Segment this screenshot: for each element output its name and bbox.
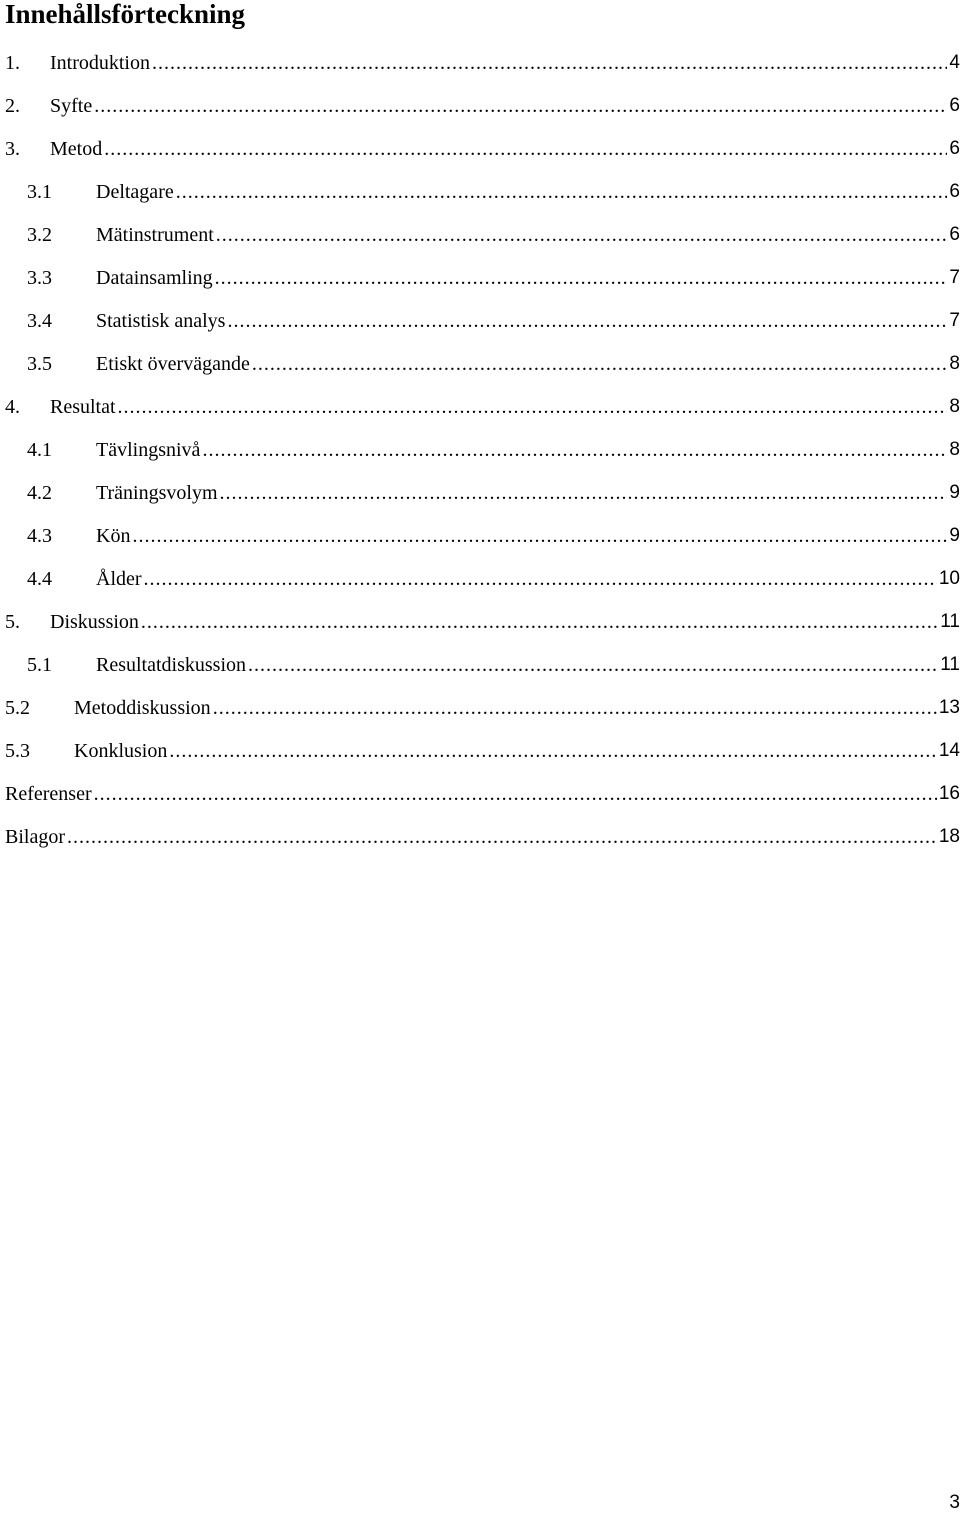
- toc-entry[interactable]: [5, 694, 960, 720]
- toc-entry[interactable]: [27, 479, 960, 505]
- toc-entry[interactable]: [5, 92, 960, 118]
- toc-leader-dots: [118, 395, 948, 419]
- toc-entry-page: 13: [938, 697, 960, 718]
- toc-entry-page: 6: [949, 138, 960, 159]
- toc-entry-number: 3.2: [27, 224, 52, 246]
- page-number: 3: [949, 1492, 960, 1513]
- toc-entry[interactable]: [27, 307, 960, 333]
- toc-entry-number: 3.1: [27, 181, 52, 203]
- toc-entry[interactable]: [5, 608, 960, 634]
- toc-entry-page: 11: [940, 611, 960, 632]
- toc-entry-number: 3.: [5, 138, 20, 160]
- toc-entry[interactable]: [5, 780, 960, 806]
- toc-leader-dots: [104, 137, 947, 161]
- toc-entry-label: Introduktion: [50, 52, 150, 74]
- toc-entry-label: Deltagare: [96, 181, 174, 203]
- toc-entry-page: 6: [949, 95, 960, 116]
- toc-entry-label: Syfte: [50, 95, 93, 117]
- toc-entry-number: 2.: [5, 95, 20, 117]
- toc-entry-number: 3.3: [27, 267, 52, 289]
- toc-entry-number: 4.3: [27, 525, 52, 547]
- toc-entry-page: 9: [949, 482, 960, 503]
- toc-leader-dots: [67, 825, 937, 849]
- toc-entry-number: 3.5: [27, 353, 52, 375]
- toc-entry-number: 5.1: [27, 654, 52, 676]
- toc-leader-dots: [252, 352, 948, 376]
- toc-heading: Innehållsförteckning: [5, 0, 246, 29]
- toc-leader-dots: [227, 309, 947, 333]
- toc-entry-label: Träningsvolym: [96, 482, 218, 504]
- toc-entry-number: 5.3: [5, 740, 30, 762]
- toc-entry[interactable]: [27, 522, 960, 548]
- toc-leader-dots: [202, 438, 947, 462]
- toc-entry-label: Mätinstrument: [96, 224, 214, 246]
- toc-entry-page: 11: [940, 654, 960, 675]
- toc-leader-dots: [141, 610, 938, 634]
- toc-entry-page: 6: [949, 181, 960, 202]
- toc-entry-number: 4.2: [27, 482, 52, 504]
- toc-entry-label: Kön: [96, 525, 131, 547]
- toc-leader-dots: [215, 266, 948, 290]
- toc-entry-label: Metoddiskussion: [74, 697, 211, 719]
- toc-entry-number: 3.4: [27, 310, 52, 332]
- toc-leader-dots: [213, 696, 937, 720]
- toc-entry[interactable]: [27, 178, 960, 204]
- toc-entry-page: 18: [938, 826, 960, 847]
- toc-entry-page: 8: [949, 439, 960, 460]
- toc-entry[interactable]: [5, 393, 960, 419]
- toc-entry-page: 10: [938, 568, 960, 589]
- toc-entry[interactable]: [27, 651, 960, 677]
- toc-entry[interactable]: [5, 737, 960, 763]
- toc-entry-page: 8: [949, 353, 960, 374]
- toc-entry-label: Bilagor: [5, 826, 65, 848]
- toc-entry-number: 4.4: [27, 568, 52, 590]
- toc-entry-page: 8: [949, 396, 960, 417]
- toc-entry-number: 5.2: [5, 697, 30, 719]
- toc-entry-page: 9: [949, 525, 960, 546]
- toc-leader-dots: [132, 524, 947, 548]
- toc-entry-label: Tävlingsnivå: [96, 439, 201, 461]
- toc-entry-page: 16: [938, 783, 960, 804]
- toc-entry[interactable]: [5, 135, 960, 161]
- toc-entry-label: Resultatdiskussion: [96, 654, 247, 676]
- toc-entry-label: Ålder: [96, 568, 142, 590]
- toc-entry-label: Statistisk analys: [96, 310, 226, 332]
- toc-leader-dots: [176, 180, 948, 204]
- toc-entry-number: 4.: [5, 396, 20, 418]
- toc-leader-dots: [216, 223, 948, 247]
- toc-leader-dots: [152, 51, 947, 75]
- toc-entry-label: Etiskt övervägande: [96, 353, 250, 375]
- toc-entry-label: Referenser: [5, 783, 92, 805]
- toc-entry[interactable]: [27, 350, 960, 376]
- toc-leader-dots: [220, 481, 948, 505]
- toc-entry-page: 14: [938, 740, 960, 761]
- toc-entry-label: Konklusion: [74, 740, 168, 762]
- toc-entry-label: Resultat: [50, 396, 116, 418]
- toc-entry-page: 4: [949, 52, 960, 73]
- toc-entry[interactable]: [5, 823, 960, 849]
- toc-leader-dots: [248, 653, 938, 677]
- toc-entry[interactable]: [27, 565, 960, 591]
- toc-entry-page: 7: [949, 310, 960, 331]
- toc-entry-label: Metod: [50, 138, 103, 160]
- toc-entry-page: 7: [949, 267, 960, 288]
- toc-entry[interactable]: [5, 49, 960, 75]
- toc-entry-page: 6: [949, 224, 960, 245]
- toc-entry-label: Datainsamling: [96, 267, 213, 289]
- toc-leader-dots: [94, 94, 947, 118]
- toc-entry-number: 1.: [5, 52, 20, 74]
- toc-leader-dots: [169, 739, 937, 763]
- toc-entry-number: 5.: [5, 611, 20, 633]
- toc-leader-dots: [94, 782, 937, 806]
- toc-entry[interactable]: [27, 264, 960, 290]
- toc-entry[interactable]: [27, 436, 960, 462]
- toc-entry-label: Diskussion: [50, 611, 139, 633]
- toc-leader-dots: [144, 567, 937, 591]
- toc-entry-number: 4.1: [27, 439, 52, 461]
- toc-entry[interactable]: [27, 221, 960, 247]
